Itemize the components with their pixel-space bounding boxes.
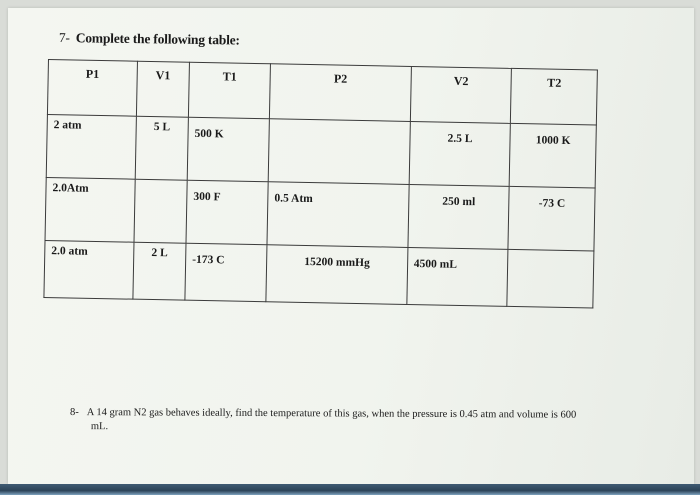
header-v2: V2: [410, 66, 512, 123]
table-row: [46, 114, 596, 188]
gas-law-table: [43, 59, 597, 309]
cell-p2: 0.5 Atm: [267, 182, 409, 248]
table-row: [44, 240, 594, 308]
question-7-text: Complete the following table:: [75, 30, 240, 48]
cell-t1: -173 C: [185, 243, 267, 302]
cell-t2: 1000 K: [509, 123, 596, 188]
cell-v1: 5 L: [135, 116, 189, 180]
header-t2: T2: [511, 68, 598, 125]
cell-t1: 500 K: [187, 117, 269, 182]
question-7-heading: [59, 30, 240, 49]
header-p2: P2: [270, 64, 412, 122]
cell-p2[interactable]: [268, 119, 410, 185]
cell-v1[interactable]: [134, 179, 188, 243]
cell-t1: 300 F: [186, 180, 268, 245]
cell-t2[interactable]: [507, 249, 594, 308]
table-row: [45, 177, 595, 251]
header-t1: T1: [188, 62, 270, 119]
cell-v2: 250 ml: [408, 184, 510, 249]
question-8-line2: mL.: [90, 421, 109, 433]
question-8-line1: A 14 gram N2 gas behaves ideally, find the temperature of this gas, when the pressure is 0.45 atm and volume is 600: [86, 407, 577, 421]
question-8: [70, 406, 685, 437]
cell-v2: 4500 mL: [407, 247, 509, 306]
cell-p1: 2.0Atm: [45, 177, 135, 242]
cell-v1: 2 L: [132, 242, 186, 300]
cell-p1: 2 atm: [46, 114, 136, 179]
question-7-number: 7-: [58, 30, 70, 46]
question-8-number: 8-: [69, 407, 79, 419]
header-v1: V1: [136, 61, 190, 117]
header-p1: P1: [47, 60, 137, 117]
cell-v2: 2.5 L: [409, 121, 511, 186]
cell-p2: 15200 mmHg: [266, 245, 408, 305]
worksheet-page: [8, 8, 694, 484]
cell-t2: -73 C: [508, 186, 595, 251]
screen-bottom-edge: [0, 484, 700, 495]
cell-p1: 2.0 atm: [44, 240, 134, 299]
